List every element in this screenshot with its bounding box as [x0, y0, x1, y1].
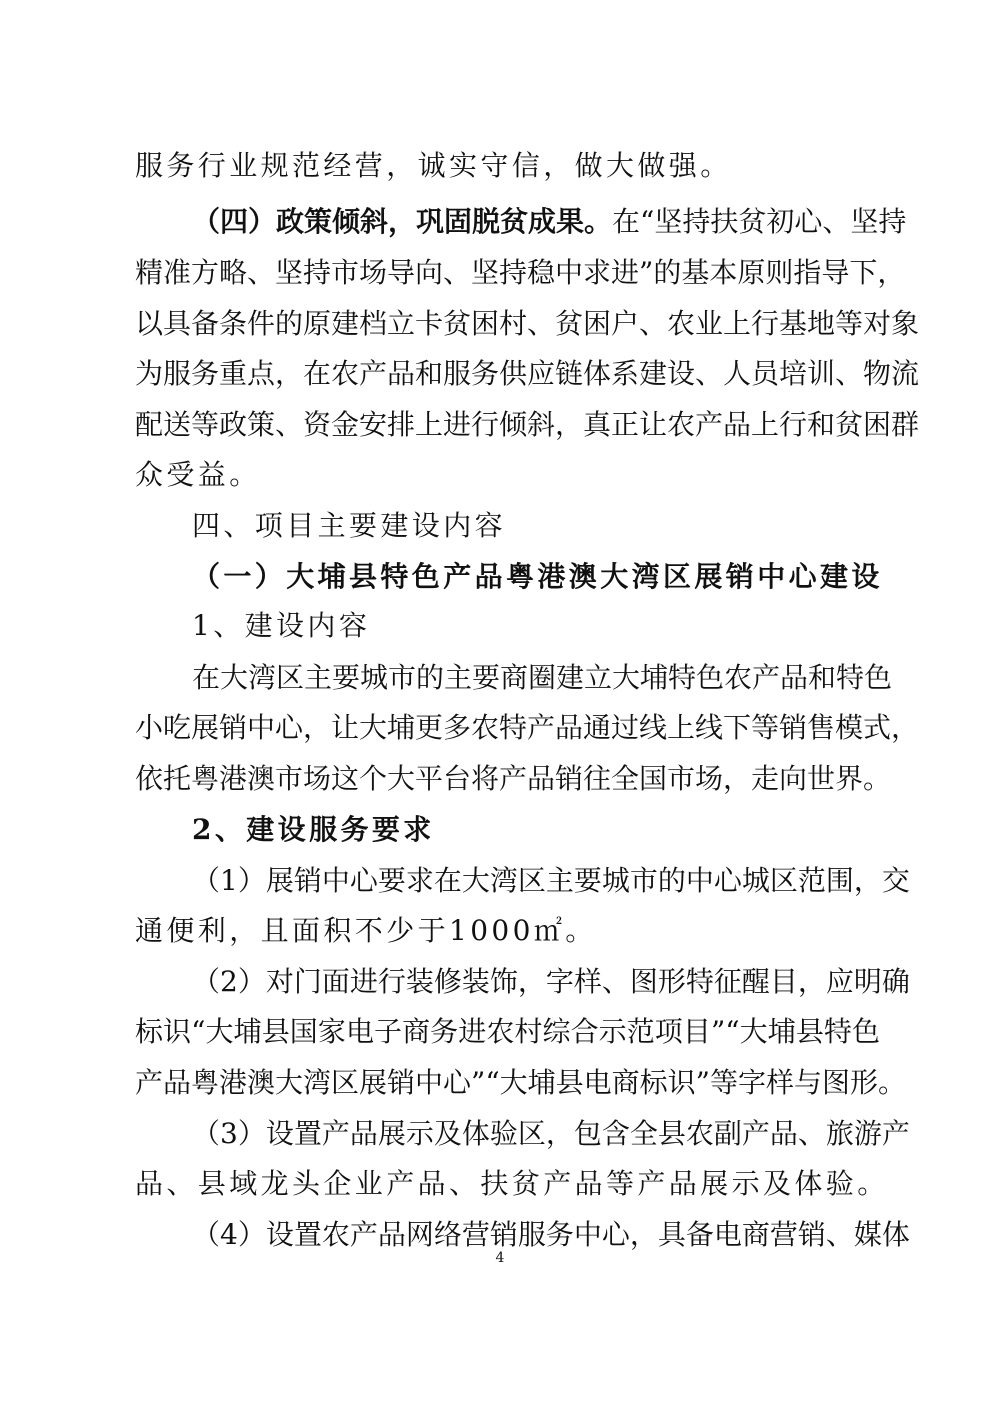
- paragraph-line: 通便利，且面积不少于1000㎡。: [135, 914, 597, 947]
- paragraph-line: 在大湾区主要城市的主要商圈建立大埔特色农产品和特色: [192, 661, 893, 694]
- paragraph-line: （4）设置农产品网络营销服务中心，具备电商营销、媒体: [192, 1218, 910, 1251]
- paragraph-line: 服务行业规范经营，诚实守信，做大做强。: [135, 149, 732, 182]
- section-title: 四、项目主要建设内容: [192, 509, 507, 542]
- paragraph-line: 以具备条件的原建档立卡贫困村、贫困户、农业上行基地等对象: [135, 307, 920, 340]
- page-number: 4: [495, 1250, 505, 1266]
- paragraph-line: 产品粤港澳大湾区展销中心”“大埔县电商标识”等字样与图形。: [135, 1066, 906, 1099]
- subsection-title: （一）大埔县特色产品粤港澳大湾区展销中心建设: [192, 560, 883, 593]
- paragraph-line: （3）设置产品展示及体验区，包含全县农副产品、旅游产: [192, 1117, 910, 1150]
- inline-heading: （四）政策倾斜，巩固脱贫成果。: [192, 205, 613, 238]
- paragraph-line: 配送等政策、资金安排上进行倾斜，真正让农产品上行和贫困群: [135, 408, 920, 441]
- paragraph-line: 众受益。: [135, 458, 261, 491]
- paragraph-line: （2）对门面进行装修装饰，字样、图形特征醒目，应明确: [192, 965, 910, 998]
- item-title: 1、建设内容: [192, 609, 371, 642]
- paragraph-line: 品、县域龙头企业产品、扶贫产品等产品展示及体验。: [135, 1167, 889, 1200]
- paragraph-line: （1）展销中心要求在大湾区主要城市的中心城区范围，交: [192, 864, 910, 897]
- item-title: 2、建设服务要求: [192, 813, 435, 846]
- paragraph-line: [192, 202, 907, 242]
- paragraph-line: 依托粤港澳市场这个大平台将产品销往全国市场，走向世界。: [135, 762, 892, 795]
- paragraph-line: 精准方略、坚持市场导向、坚持稳中求进”的基本原则指导下，: [135, 256, 906, 289]
- paragraph-line: 为服务重点，在农产品和服务供应链体系建设、人员培训、物流: [135, 357, 920, 390]
- paragraph-line: 标识“大埔县国家电子商务进农村综合示范项目”“大埔县特色: [135, 1015, 880, 1048]
- paragraph-line: 小吃展销中心，让大埔更多农特产品通过线上线下等销售模式，: [135, 711, 920, 744]
- paragraph-text: 在“坚持扶贫初心、坚持: [612, 205, 907, 238]
